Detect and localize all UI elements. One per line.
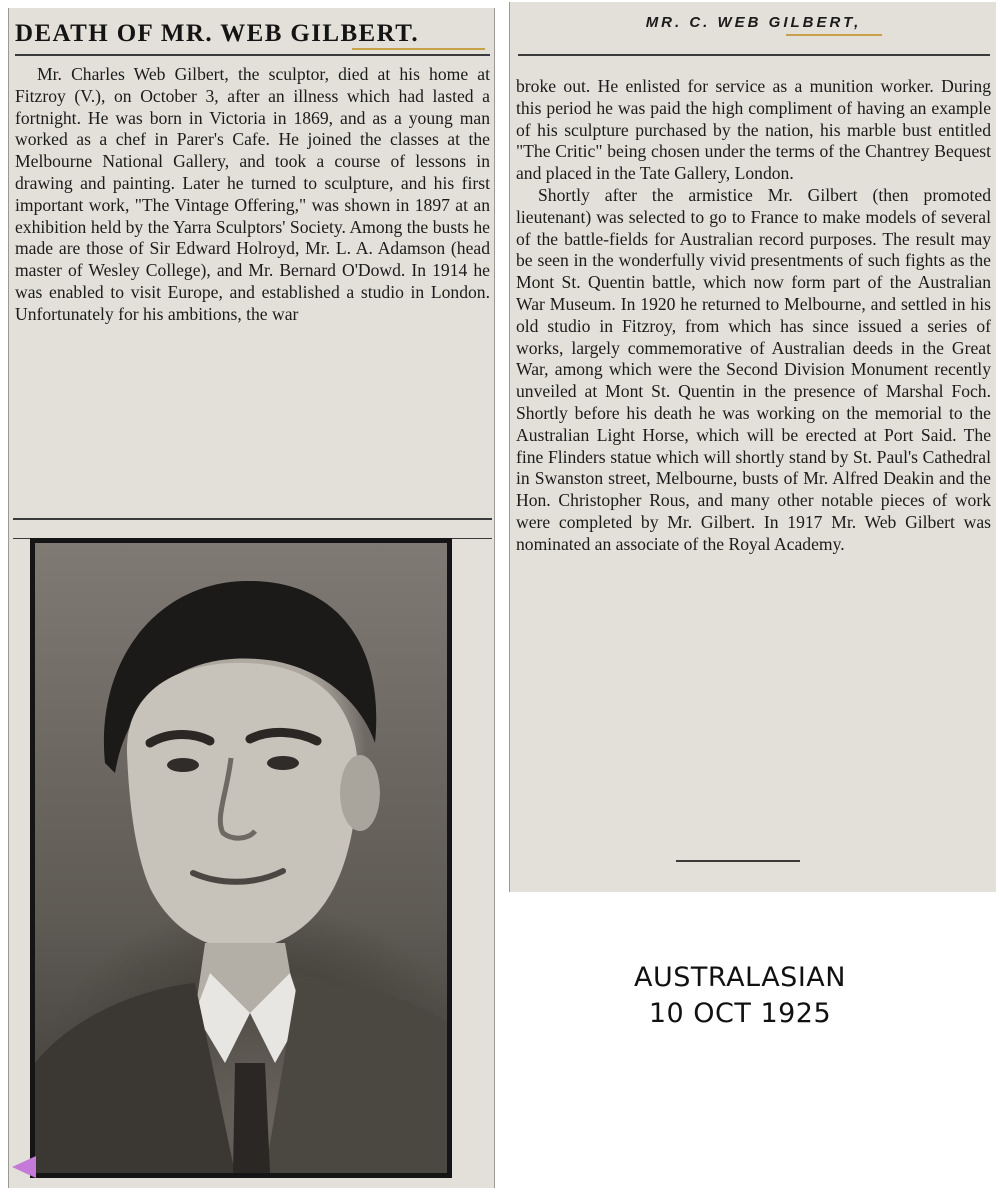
continued-heading: MR. C. WEB GILBERT, [645,14,862,31]
heading-rule [518,54,990,56]
title-rule [15,54,490,56]
caption-line-publication: AUSTRALASIAN [634,962,846,993]
article-title: DEATH OF MR. WEB GILBERT. [15,20,420,47]
right-clipping [509,2,996,892]
search-highlight [786,34,882,36]
back-arrow-icon[interactable] [12,1156,36,1178]
section-rule [13,518,492,520]
end-rule [676,860,800,862]
paragraph: broke out. He enlisted for service as a munition worker. During this period he was paid the high compliment of having an example of his sculpture purchased by the nation, his marble bust entitled "The Critic" being chosen under the terms of the Chantrey Bequest and placed in the Tate Gallery, London. [516,76,991,184]
caption-line-date: 10 OCT 1925 [648,998,832,1029]
search-highlight [352,48,485,50]
article-body: Mr. Charles Web Gilbert, the sculptor, died at his home at Fitzroy (V.), on October 3, after an illness which had lasted a fortnight. He was born in Victoria in 1869, and as a young man worked as a chef in Parer's Cafe. He joined the classes at the Melbourne National Gallery, and took a course of lessons in drawing and painting. Later he turned to sculpture, and his first important work, "The Vintage Offering," was shown in 1897 at an exhibition held by the Yarra Sculptors' Society. Among the busts he made are those of Sir Edward Holroyd, Mr. L. A. Adamson (head master of Wesley College), and Mr. Bernard O'Dowd. In 1914 he was enabled to visit Europe, and established a studio in London. Unfortunately for his ambitions, the war [15,64,490,324]
portrait-photo [30,538,452,1178]
continued-body [516,76,991,556]
source-caption [590,960,890,1032]
paragraph: Shortly after the armistice Mr. Gilbert (then promoted lieutenant) was selected to go to France to make models of several of the battle-fields for Australian record purposes. The result may be seen in the wonderfully vivid presentments of such fights as the Mont St. Quentin battle, which now form part of the Australian War Museum. In 1920 he returned to Melbourne, and settled in his old studio in Fitzroy, from which has since issued a series of works, largely commemorative of Australian deeds in the Great War, among which were the Second Division Monument recently unveiled at Mont St. Quentin in the presence of Marshal Foch. Shortly before his death he was working on the memorial to the Australian Light Horse, which will be erected at Port Said. The fine Flinders statue which will shortly stand by St. Paul's Cathedral in Swanston street, Melbourne, busts of Mr. Alfred Deakin and the Hon. Christopher Rous, and many other notable pieces of work were completed by Mr. Gilbert. In 1917 Mr. Web Gilbert was nominated an associate of the Royal Academy. [516,184,991,554]
